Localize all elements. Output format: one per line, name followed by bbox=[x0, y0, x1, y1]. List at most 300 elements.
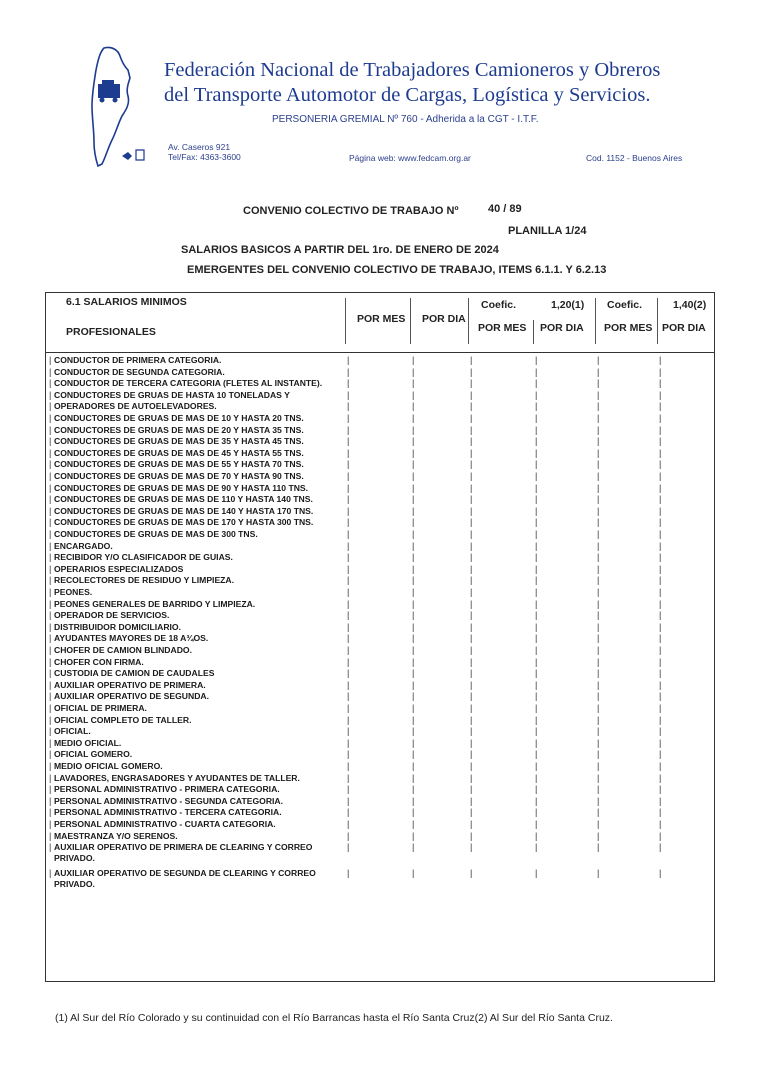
cell-divider: | bbox=[659, 598, 662, 609]
col-coef1-por-mes-header: POR MES bbox=[478, 322, 527, 334]
row-mark: | bbox=[49, 366, 52, 377]
cell-divider: | bbox=[347, 737, 350, 748]
table-row-label: CONDUCTOR DE SEGUNDA CATEGORIA. bbox=[54, 366, 225, 377]
cell-divider: | bbox=[470, 447, 473, 458]
cell-divider: | bbox=[659, 413, 662, 423]
cell-divider: | bbox=[659, 633, 662, 644]
cell-divider: | bbox=[470, 494, 473, 505]
row-mark: | bbox=[49, 355, 52, 365]
row-mark: | bbox=[49, 714, 52, 725]
table-row-label: PEONES. bbox=[54, 587, 93, 597]
cell-divider: | bbox=[347, 482, 350, 493]
cell-divider: | bbox=[597, 598, 600, 609]
table-row-label: CONDUCTORES DE GRUAS DE MAS DE 90 Y HASTA 110 TNS. bbox=[54, 482, 309, 493]
cell-divider: | bbox=[412, 819, 415, 829]
table-row-label: CONDUCTORES DE GRUAS DE MAS DE 70 Y HASTA 90 TNS. bbox=[54, 471, 304, 481]
header-divider bbox=[595, 298, 596, 344]
row-mark: | bbox=[49, 795, 52, 806]
row-mark: | bbox=[49, 737, 52, 748]
cell-divider: | bbox=[597, 563, 600, 574]
cell-divider: | bbox=[470, 830, 473, 841]
phone-text: Tel/Fax: 4363-3600 bbox=[168, 152, 241, 162]
cell-divider: | bbox=[412, 436, 415, 447]
cell-divider: | bbox=[470, 761, 473, 771]
cell-divider: | bbox=[470, 436, 473, 447]
cell-divider: | bbox=[597, 575, 600, 586]
table-row-label: PERSONAL ADMINISTRATIVO - SEGUNDA CATEGORIA. bbox=[54, 795, 284, 806]
cell-divider: | bbox=[659, 610, 662, 621]
cell-divider: | bbox=[470, 482, 473, 493]
cell-divider: | bbox=[535, 830, 538, 841]
cell-divider: | bbox=[412, 842, 415, 853]
cell-divider: | bbox=[347, 517, 350, 528]
cell-divider: | bbox=[659, 772, 662, 783]
cell-divider: | bbox=[535, 378, 538, 389]
cell-divider: | bbox=[347, 842, 350, 853]
cell-divider: | bbox=[597, 784, 600, 795]
cell-divider: | bbox=[659, 552, 662, 563]
cell-divider: | bbox=[597, 366, 600, 377]
cell-divider: | bbox=[597, 761, 600, 771]
table-row-label: PERSONAL ADMINISTRATIVO - PRIMERA CATEGORIA. bbox=[54, 784, 280, 795]
cell-divider: | bbox=[659, 447, 662, 458]
cell-divider: | bbox=[535, 575, 538, 586]
table-row-label: CONDUCTOR DE TERCERA CATEGORIA (FLETES AL INSTANTE). bbox=[54, 378, 323, 389]
row-mark: | bbox=[49, 868, 52, 879]
table-row-label: AUXILIAR OPERATIVO DE SEGUNDA DE CLEARING Y CORREO PRIVADO. bbox=[54, 868, 316, 890]
header-divider bbox=[657, 298, 658, 344]
cell-divider: | bbox=[347, 459, 350, 470]
row-mark: | bbox=[49, 471, 52, 481]
cell-divider: | bbox=[659, 366, 662, 377]
cell-divider: | bbox=[347, 529, 350, 539]
table-row-label: OFICIAL. bbox=[54, 726, 91, 737]
row-mark: | bbox=[49, 459, 52, 470]
cell-divider: | bbox=[659, 726, 662, 737]
table-row-label: AUXILIAR OPERATIVO DE PRIMERA DE CLEARING Y CORREO PRIVADO. bbox=[54, 842, 313, 864]
cell-divider: | bbox=[412, 633, 415, 644]
cell-divider: | bbox=[597, 517, 600, 528]
cell-divider: | bbox=[470, 784, 473, 795]
cell-divider: | bbox=[412, 668, 415, 679]
table-row-label: AUXILIAR OPERATIVO DE SEGUNDA. bbox=[54, 691, 210, 702]
cell-divider: | bbox=[412, 355, 415, 365]
table-row-label: OFICIAL DE PRIMERA. bbox=[54, 703, 147, 713]
cell-divider: | bbox=[347, 703, 350, 713]
cell-divider: | bbox=[470, 819, 473, 829]
row-mark: | bbox=[49, 389, 52, 400]
cell-divider: | bbox=[597, 413, 600, 423]
header-divider bbox=[345, 298, 346, 344]
cell-divider: | bbox=[659, 424, 662, 435]
cell-divider: | bbox=[597, 552, 600, 563]
row-mark: | bbox=[49, 587, 52, 597]
row-mark: | bbox=[49, 807, 52, 818]
cell-divider: | bbox=[412, 378, 415, 389]
cell-divider: | bbox=[412, 737, 415, 748]
row-mark: | bbox=[49, 784, 52, 795]
cell-divider: | bbox=[597, 737, 600, 748]
cell-divider: | bbox=[412, 424, 415, 435]
cell-divider: | bbox=[412, 389, 415, 400]
cell-divider: | bbox=[470, 424, 473, 435]
cell-divider: | bbox=[535, 459, 538, 470]
cell-divider: | bbox=[470, 471, 473, 481]
table-row-label: PEONES GENERALES DE BARRIDO Y LIMPIEZA. bbox=[54, 598, 256, 609]
cell-divider: | bbox=[535, 436, 538, 447]
cell-divider: | bbox=[659, 505, 662, 516]
cell-divider: | bbox=[597, 772, 600, 783]
cell-divider: | bbox=[535, 389, 538, 400]
cell-divider: | bbox=[347, 552, 350, 563]
table-row-label: MAESTRANZA Y/O SERENOS. bbox=[54, 830, 178, 841]
cell-divider: | bbox=[597, 482, 600, 493]
cell-divider: | bbox=[470, 355, 473, 365]
cell-divider: | bbox=[597, 459, 600, 470]
row-mark: | bbox=[49, 679, 52, 690]
cell-divider: | bbox=[347, 355, 350, 365]
cell-divider: | bbox=[535, 749, 538, 760]
cell-divider: | bbox=[347, 645, 350, 655]
cell-divider: | bbox=[597, 424, 600, 435]
cell-divider: | bbox=[347, 772, 350, 783]
table-row-label: CHOFER CON FIRMA. bbox=[54, 656, 144, 667]
table-row-label: ENCARGADO. bbox=[54, 540, 113, 551]
cell-divider: | bbox=[347, 598, 350, 609]
cell-divider: | bbox=[535, 737, 538, 748]
cell-divider: | bbox=[470, 714, 473, 725]
cell-divider: | bbox=[535, 540, 538, 551]
cell-divider: | bbox=[659, 529, 662, 539]
cell-divider: | bbox=[470, 552, 473, 563]
cell-divider: | bbox=[659, 575, 662, 586]
cell-divider: | bbox=[597, 621, 600, 632]
cell-divider: | bbox=[535, 772, 538, 783]
cell-divider: | bbox=[412, 471, 415, 481]
personeria-text: PERSONERIA GREMIAL Nº 760 - Adherida a la CGT - I.T.F. bbox=[272, 114, 539, 125]
cell-divider: | bbox=[470, 563, 473, 574]
cell-divider: | bbox=[535, 552, 538, 563]
planilla-title: PLANILLA 1/24 bbox=[508, 225, 587, 237]
cell-divider: | bbox=[597, 842, 600, 853]
cell-divider: | bbox=[597, 610, 600, 621]
header-divider bbox=[410, 298, 411, 344]
cell-divider: | bbox=[470, 529, 473, 539]
cell-divider: | bbox=[597, 494, 600, 505]
cell-divider: | bbox=[659, 540, 662, 551]
cell-divider: | bbox=[347, 819, 350, 829]
cell-divider: | bbox=[412, 505, 415, 516]
header-divider bbox=[468, 298, 469, 344]
table-row-label: CONDUCTORES DE GRUAS DE MAS DE 55 Y HASTA 70 TNS. bbox=[54, 459, 304, 470]
address-text: Av. Caseros 921 bbox=[168, 142, 231, 152]
cell-divider: | bbox=[597, 691, 600, 702]
profesionales-header: PROFESIONALES bbox=[66, 326, 156, 338]
cell-divider: | bbox=[412, 645, 415, 655]
row-mark: | bbox=[49, 819, 52, 829]
cell-divider: | bbox=[470, 575, 473, 586]
table-row-label: PERSONAL ADMINISTRATIVO - TERCERA CATEGORIA. bbox=[54, 807, 282, 818]
coef2-header: Coefic. bbox=[607, 299, 643, 311]
table-row-label: OPERARIOS ESPECIALIZADOS bbox=[54, 563, 184, 574]
cell-divider: | bbox=[412, 703, 415, 713]
cell-divider: | bbox=[535, 610, 538, 621]
cell-divider: | bbox=[535, 691, 538, 702]
row-mark: | bbox=[49, 598, 52, 609]
cell-divider: | bbox=[412, 772, 415, 783]
cell-divider: | bbox=[535, 842, 538, 853]
cell-divider: | bbox=[470, 587, 473, 597]
cell-divider: | bbox=[412, 598, 415, 609]
table-row-label: CHOFER DE CAMION BLINDADO. bbox=[54, 645, 192, 655]
cell-divider: | bbox=[470, 621, 473, 632]
cell-divider: | bbox=[412, 621, 415, 632]
cell-divider: | bbox=[347, 714, 350, 725]
cell-divider: | bbox=[470, 645, 473, 655]
cell-divider: | bbox=[347, 378, 350, 389]
table-row-label: OPERADOR DE SERVICIOS. bbox=[54, 610, 170, 621]
cell-divider: | bbox=[470, 668, 473, 679]
cell-divider: | bbox=[535, 795, 538, 806]
cell-divider: | bbox=[659, 389, 662, 400]
cell-divider: | bbox=[470, 378, 473, 389]
cell-divider: | bbox=[470, 737, 473, 748]
cell-divider: | bbox=[659, 587, 662, 597]
row-mark: | bbox=[49, 761, 52, 771]
col-por-dia-header: POR DIA bbox=[422, 313, 466, 325]
cell-divider: | bbox=[659, 868, 662, 879]
cell-divider: | bbox=[470, 726, 473, 737]
table-row-label: CONDUCTORES DE GRUAS DE MAS DE 10 Y HASTA 20 TNS. bbox=[54, 413, 304, 423]
cell-divider: | bbox=[470, 366, 473, 377]
cell-divider: | bbox=[347, 436, 350, 447]
salarios-title: SALARIOS BASICOS A PARTIR DEL 1ro. DE ENERO DE 2024 bbox=[181, 244, 499, 256]
table-row-label: DISTRIBUIDOR DOMICILIARIO. bbox=[54, 621, 181, 632]
cell-divider: | bbox=[535, 447, 538, 458]
convenio-title: CONVENIO COLECTIVO DE TRABAJO Nº bbox=[243, 205, 459, 217]
cell-divider: | bbox=[347, 494, 350, 505]
row-mark: | bbox=[49, 401, 52, 412]
table-row-label: CONDUCTORES DE GRUAS DE MAS DE 35 Y HASTA 45 TNS. bbox=[54, 436, 304, 447]
cell-divider: | bbox=[535, 819, 538, 829]
cell-divider: | bbox=[535, 424, 538, 435]
cell-divider: | bbox=[597, 355, 600, 365]
row-mark: | bbox=[49, 517, 52, 528]
row-mark: | bbox=[49, 482, 52, 493]
cell-divider: | bbox=[597, 505, 600, 516]
row-mark: | bbox=[49, 656, 52, 667]
cell-divider: | bbox=[412, 749, 415, 760]
cell-divider: | bbox=[347, 447, 350, 458]
cell-divider: | bbox=[347, 784, 350, 795]
cell-divider: | bbox=[347, 587, 350, 597]
table-row-label: CONDUCTORES DE GRUAS DE MAS DE 110 Y HASTA 140 TNS. bbox=[54, 494, 313, 505]
cell-divider: | bbox=[412, 575, 415, 586]
cell-divider: | bbox=[347, 366, 350, 377]
col-coef2-por-dia-header: POR DIA bbox=[662, 322, 706, 334]
row-mark: | bbox=[49, 563, 52, 574]
table-row-label: RECIBIDOR Y/O CLASIFICADOR DE GUIAS. bbox=[54, 552, 233, 563]
cell-divider: | bbox=[470, 540, 473, 551]
col-coef1-por-dia-header: POR DIA bbox=[540, 322, 584, 334]
cell-divider: | bbox=[597, 447, 600, 458]
table-row-label: MEDIO OFICIAL GOMERO. bbox=[54, 761, 163, 771]
cell-divider: | bbox=[659, 784, 662, 795]
cell-divider: | bbox=[412, 761, 415, 771]
cell-divider: | bbox=[535, 621, 538, 632]
row-mark: | bbox=[49, 645, 52, 655]
cell-divider: | bbox=[659, 737, 662, 748]
row-mark: | bbox=[49, 633, 52, 644]
table-row-label: CONDUCTORES DE GRUAS DE MAS DE 170 Y HASTA 300 TNS. bbox=[54, 517, 314, 528]
table-row-label: OFICIAL COMPLETO DE TALLER. bbox=[54, 714, 192, 725]
cell-divider: | bbox=[347, 424, 350, 435]
cell-divider: | bbox=[470, 389, 473, 400]
cell-divider: | bbox=[347, 656, 350, 667]
cell-divider: | bbox=[470, 413, 473, 423]
cell-divider: | bbox=[659, 819, 662, 829]
table-row-label: LAVADORES, ENGRASADORES Y AYUDANTES DE TALLER. bbox=[54, 772, 300, 783]
cell-divider: | bbox=[597, 749, 600, 760]
cell-divider: | bbox=[470, 598, 473, 609]
web-text: Página web: www.fedcam.org.ar bbox=[349, 153, 471, 163]
cell-divider: | bbox=[412, 656, 415, 667]
cell-divider: | bbox=[597, 471, 600, 481]
cell-divider: | bbox=[535, 807, 538, 818]
cell-divider: | bbox=[412, 447, 415, 458]
row-mark: | bbox=[49, 494, 52, 505]
table-row-label: OPERADORES DE AUTOELEVADORES. bbox=[54, 401, 217, 412]
cell-divider: | bbox=[347, 401, 350, 412]
cell-divider: | bbox=[597, 795, 600, 806]
row-mark: | bbox=[49, 424, 52, 435]
cell-divider: | bbox=[412, 807, 415, 818]
cell-divider: | bbox=[470, 749, 473, 760]
cell-divider: | bbox=[412, 784, 415, 795]
cell-divider: | bbox=[659, 517, 662, 528]
table-row-label: RECOLECTORES DE RESIDUO Y LIMPIEZA. bbox=[54, 575, 235, 586]
row-mark: | bbox=[49, 621, 52, 632]
cell-divider: | bbox=[347, 575, 350, 586]
cell-divider: | bbox=[597, 819, 600, 829]
cell-divider: | bbox=[659, 621, 662, 632]
row-mark: | bbox=[49, 378, 52, 389]
convenio-number: 40 / 89 bbox=[488, 203, 522, 215]
table-row-label: CONDUCTORES DE GRUAS DE MAS DE 300 TNS. bbox=[54, 529, 258, 539]
row-mark: | bbox=[49, 552, 52, 563]
cell-divider: | bbox=[659, 494, 662, 505]
cell-divider: | bbox=[535, 355, 538, 365]
cell-divider: | bbox=[659, 749, 662, 760]
cell-divider: | bbox=[347, 505, 350, 516]
cell-divider: | bbox=[659, 459, 662, 470]
cell-divider: | bbox=[347, 795, 350, 806]
cell-divider: | bbox=[597, 389, 600, 400]
cell-divider: | bbox=[412, 482, 415, 493]
cell-divider: | bbox=[412, 795, 415, 806]
cell-divider: | bbox=[535, 714, 538, 725]
cell-divider: | bbox=[470, 772, 473, 783]
cell-divider: | bbox=[347, 540, 350, 551]
cell-divider: | bbox=[347, 726, 350, 737]
cell-divider: | bbox=[597, 830, 600, 841]
table-row-label: CONDUCTORES DE GRUAS DE MAS DE 140 Y HASTA 170 TNS. bbox=[54, 505, 314, 516]
cell-divider: | bbox=[470, 691, 473, 702]
cell-divider: | bbox=[347, 621, 350, 632]
cell-divider: | bbox=[470, 868, 473, 879]
cell-divider: | bbox=[347, 563, 350, 574]
row-mark: | bbox=[49, 830, 52, 841]
cell-divider: | bbox=[347, 633, 350, 644]
table-row-label: CONDUCTORES DE GRUAS DE MAS DE 20 Y HASTA 35 TNS. bbox=[54, 424, 304, 435]
row-mark: | bbox=[49, 447, 52, 458]
section-title: 6.1 SALARIOS MINIMOS bbox=[66, 296, 187, 308]
cell-divider: | bbox=[659, 355, 662, 365]
cell-divider: | bbox=[470, 842, 473, 853]
cell-divider: | bbox=[659, 842, 662, 853]
cell-divider: | bbox=[535, 587, 538, 597]
cell-divider: | bbox=[412, 691, 415, 702]
cell-divider: | bbox=[347, 761, 350, 771]
cell-divider: | bbox=[535, 668, 538, 679]
cell-divider: | bbox=[597, 868, 600, 879]
cell-divider: | bbox=[470, 517, 473, 528]
cell-divider: | bbox=[535, 656, 538, 667]
cell-divider: | bbox=[347, 807, 350, 818]
cell-divider: | bbox=[347, 389, 350, 400]
table-row-label: MEDIO OFICIAL. bbox=[54, 737, 122, 748]
row-mark: | bbox=[49, 842, 52, 853]
cell-divider: | bbox=[535, 761, 538, 771]
table-row-label: AUXILIAR OPERATIVO DE PRIMERA. bbox=[54, 679, 206, 690]
cell-divider: | bbox=[412, 868, 415, 879]
row-mark: | bbox=[49, 691, 52, 702]
cell-divider: | bbox=[535, 633, 538, 644]
row-mark: | bbox=[49, 749, 52, 760]
cell-divider: | bbox=[470, 633, 473, 644]
cell-divider: | bbox=[412, 529, 415, 539]
cell-divider: | bbox=[412, 494, 415, 505]
cell-divider: | bbox=[470, 795, 473, 806]
cell-divider: | bbox=[659, 471, 662, 481]
cell-divider: | bbox=[412, 366, 415, 377]
cell-divider: | bbox=[347, 830, 350, 841]
table-row-label: OFICIAL GOMERO. bbox=[54, 749, 133, 760]
table-row-label: AYUDANTES MAYORES DE 18 A¾OS. bbox=[54, 633, 209, 644]
cell-divider: | bbox=[659, 795, 662, 806]
cell-divider: | bbox=[659, 703, 662, 713]
cell-divider: | bbox=[347, 868, 350, 879]
cell-divider: | bbox=[412, 401, 415, 412]
cell-divider: | bbox=[659, 401, 662, 412]
cell-divider: | bbox=[597, 703, 600, 713]
cell-divider: | bbox=[412, 413, 415, 423]
row-mark: | bbox=[49, 505, 52, 516]
cell-divider: | bbox=[535, 598, 538, 609]
cell-divider: | bbox=[412, 552, 415, 563]
cell-divider: | bbox=[535, 679, 538, 690]
cell-divider: | bbox=[659, 563, 662, 574]
cell-divider: | bbox=[412, 830, 415, 841]
cell-divider: | bbox=[659, 679, 662, 690]
cell-divider: | bbox=[347, 668, 350, 679]
row-mark: | bbox=[49, 610, 52, 621]
cell-divider: | bbox=[347, 691, 350, 702]
cell-divider: | bbox=[535, 366, 538, 377]
cell-divider: | bbox=[535, 401, 538, 412]
cell-divider: | bbox=[597, 656, 600, 667]
cell-divider: | bbox=[470, 459, 473, 470]
